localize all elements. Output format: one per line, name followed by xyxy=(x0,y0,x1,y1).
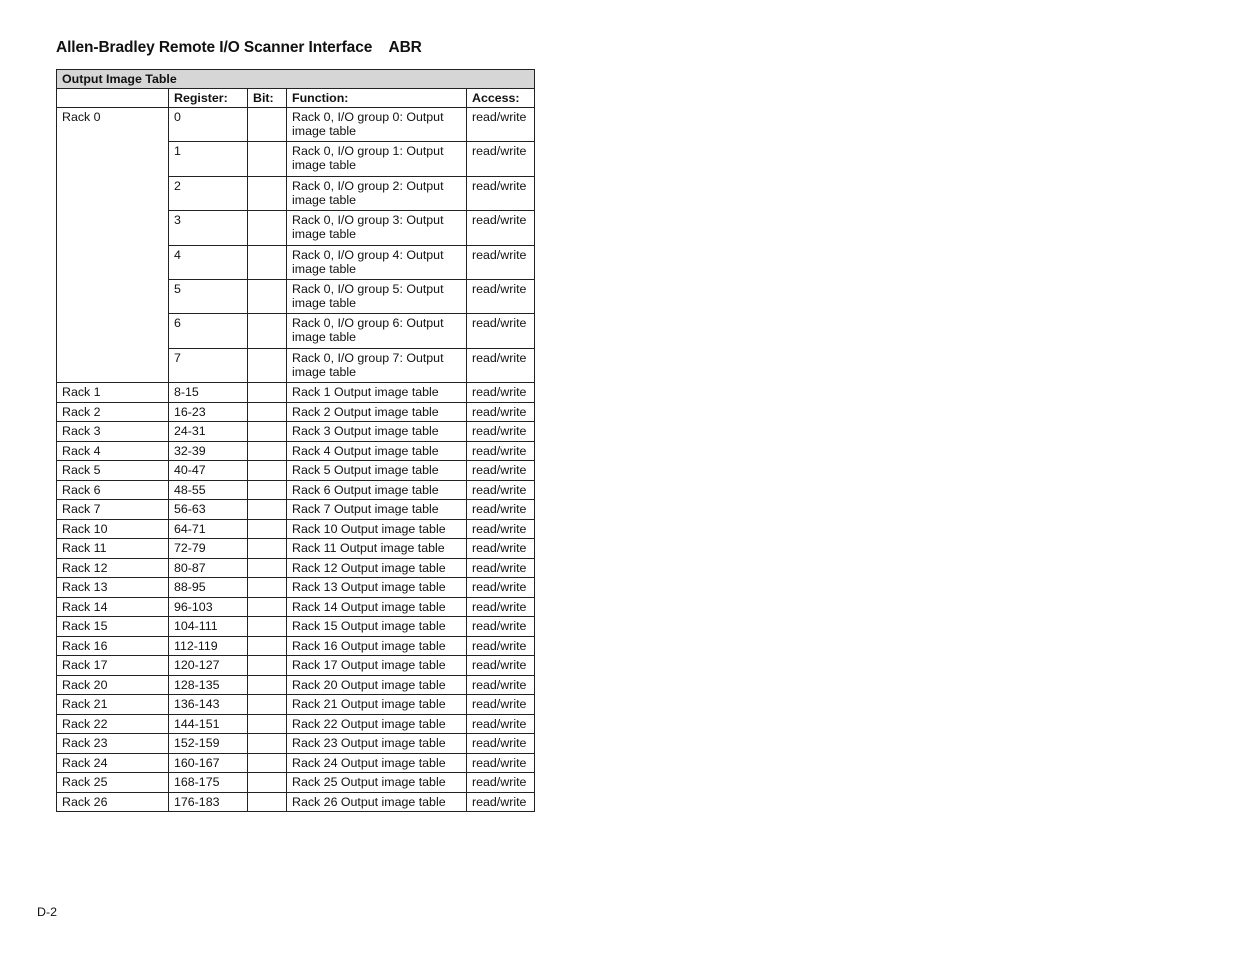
access-cell: read/write xyxy=(467,500,535,520)
register-cell: 32-39 xyxy=(169,441,248,461)
rack-cell: Rack 23 xyxy=(57,734,169,754)
rack-cell: Rack 7 xyxy=(57,500,169,520)
bit-cell xyxy=(248,402,287,422)
access-cell: read/write xyxy=(467,402,535,422)
bit-cell xyxy=(248,500,287,520)
table-row xyxy=(57,792,535,812)
function-cell: Rack 0, I/O group 3: Output image table xyxy=(287,211,467,245)
rack-cell: Rack 21 xyxy=(57,695,169,715)
column-header-rack xyxy=(57,89,169,108)
table-row xyxy=(57,558,535,578)
column-header-bit: Bit: xyxy=(248,89,287,108)
function-cell: Rack 21 Output image table xyxy=(287,695,467,715)
register-cell: 1 xyxy=(169,142,248,176)
function-cell: Rack 22 Output image table xyxy=(287,714,467,734)
access-cell: read/write xyxy=(467,279,535,313)
bit-cell xyxy=(248,108,287,142)
rack-cell: Rack 25 xyxy=(57,773,169,793)
bit-cell xyxy=(248,714,287,734)
function-cell: Rack 7 Output image table xyxy=(287,500,467,520)
register-cell: 152-159 xyxy=(169,734,248,754)
table-row xyxy=(57,734,535,754)
rack-cell: Rack 4 xyxy=(57,441,169,461)
table-row xyxy=(57,753,535,773)
bit-cell xyxy=(248,578,287,598)
register-cell: 4 xyxy=(169,245,248,279)
function-cell: Rack 10 Output image table xyxy=(287,519,467,539)
access-cell: read/write xyxy=(467,461,535,481)
function-cell: Rack 17 Output image table xyxy=(287,656,467,676)
register-cell: 5 xyxy=(169,279,248,313)
rack-cell: Rack 24 xyxy=(57,753,169,773)
rack-cell: Rack 2 xyxy=(57,402,169,422)
rack-cell: Rack 13 xyxy=(57,578,169,598)
access-cell: read/write xyxy=(467,211,535,245)
bit-cell xyxy=(248,461,287,481)
table-row xyxy=(57,279,535,313)
access-cell: read/write xyxy=(467,480,535,500)
access-cell: read/write xyxy=(467,348,535,382)
function-cell: Rack 14 Output image table xyxy=(287,597,467,617)
access-cell: read/write xyxy=(467,441,535,461)
bit-cell xyxy=(248,539,287,559)
rack-cell: Rack 11 xyxy=(57,539,169,559)
function-cell: Rack 0, I/O group 1: Output image table xyxy=(287,142,467,176)
table-row xyxy=(57,695,535,715)
bit-cell xyxy=(248,519,287,539)
table-row xyxy=(57,383,535,403)
access-cell: read/write xyxy=(467,617,535,637)
bit-cell xyxy=(248,636,287,656)
register-cell: 160-167 xyxy=(169,753,248,773)
function-cell: Rack 0, I/O group 5: Output image table xyxy=(287,279,467,313)
function-cell: Rack 11 Output image table xyxy=(287,539,467,559)
function-cell: Rack 0, I/O group 2: Output image table xyxy=(287,176,467,210)
column-header-access: Access: xyxy=(467,89,535,108)
register-cell: 96-103 xyxy=(169,597,248,617)
bit-cell xyxy=(248,314,287,348)
function-cell: Rack 12 Output image table xyxy=(287,558,467,578)
function-cell: Rack 23 Output image table xyxy=(287,734,467,754)
register-cell: 0 xyxy=(169,108,248,142)
function-cell: Rack 1 Output image table xyxy=(287,383,467,403)
rack0-group xyxy=(57,108,535,383)
table-row xyxy=(57,500,535,520)
register-cell: 2 xyxy=(169,176,248,210)
access-cell: read/write xyxy=(467,773,535,793)
table-row xyxy=(57,617,535,637)
bit-cell xyxy=(248,176,287,210)
function-cell: Rack 20 Output image table xyxy=(287,675,467,695)
bit-cell xyxy=(248,695,287,715)
register-cell: 8-15 xyxy=(169,383,248,403)
table-row xyxy=(57,714,535,734)
register-cell: 144-151 xyxy=(169,714,248,734)
rack-cell: Rack 3 xyxy=(57,422,169,442)
register-cell: 168-175 xyxy=(169,773,248,793)
access-cell: read/write xyxy=(467,245,535,279)
function-cell: Rack 13 Output image table xyxy=(287,578,467,598)
function-cell: Rack 0, I/O group 0: Output image table xyxy=(287,108,467,142)
rack-cell: Rack 20 xyxy=(57,675,169,695)
register-cell: 104-111 xyxy=(169,617,248,637)
table-row xyxy=(57,422,535,442)
access-cell: read/write xyxy=(467,422,535,442)
register-cell: 56-63 xyxy=(169,500,248,520)
register-cell: 80-87 xyxy=(169,558,248,578)
table-row xyxy=(57,519,535,539)
function-cell: Rack 25 Output image table xyxy=(287,773,467,793)
table-row xyxy=(57,441,535,461)
rack-cell: Rack 14 xyxy=(57,597,169,617)
access-cell: read/write xyxy=(467,695,535,715)
access-cell: read/write xyxy=(467,176,535,210)
function-cell: Rack 0, I/O group 6: Output image table xyxy=(287,314,467,348)
bit-cell xyxy=(248,142,287,176)
function-cell: Rack 24 Output image table xyxy=(287,753,467,773)
rack-cell: Rack 0 xyxy=(57,108,169,280)
table-row xyxy=(57,461,535,481)
rack-cell: Rack 17 xyxy=(57,656,169,676)
bit-cell xyxy=(248,753,287,773)
access-cell: read/write xyxy=(467,578,535,598)
table-row xyxy=(57,578,535,598)
table-title: Output Image Table xyxy=(57,70,535,89)
register-cell: 88-95 xyxy=(169,578,248,598)
rack-cell xyxy=(57,279,169,382)
bit-cell xyxy=(248,441,287,461)
function-cell: Rack 16 Output image table xyxy=(287,636,467,656)
function-cell: Rack 26 Output image table xyxy=(287,792,467,812)
rack-cell: Rack 10 xyxy=(57,519,169,539)
table-row xyxy=(57,636,535,656)
function-cell: Rack 2 Output image table xyxy=(287,402,467,422)
table-row xyxy=(57,773,535,793)
bit-cell xyxy=(248,792,287,812)
function-cell: Rack 6 Output image table xyxy=(287,480,467,500)
access-cell: read/write xyxy=(467,636,535,656)
access-cell: read/write xyxy=(467,753,535,773)
bit-cell xyxy=(248,773,287,793)
function-cell: Rack 3 Output image table xyxy=(287,422,467,442)
access-cell: read/write xyxy=(467,714,535,734)
bit-cell xyxy=(248,245,287,279)
access-cell: read/write xyxy=(467,383,535,403)
register-cell: 136-143 xyxy=(169,695,248,715)
access-cell: read/write xyxy=(467,539,535,559)
register-cell: 6 xyxy=(169,314,248,348)
bit-cell xyxy=(248,617,287,637)
access-cell: read/write xyxy=(467,558,535,578)
register-cell: 120-127 xyxy=(169,656,248,676)
register-cell: 24-31 xyxy=(169,422,248,442)
column-header-row xyxy=(57,89,535,108)
register-cell: 3 xyxy=(169,211,248,245)
register-cell: 128-135 xyxy=(169,675,248,695)
function-cell: Rack 15 Output image table xyxy=(287,617,467,637)
bit-cell xyxy=(248,480,287,500)
rack-cell: Rack 5 xyxy=(57,461,169,481)
register-cell: 176-183 xyxy=(169,792,248,812)
page-number: D-2 xyxy=(37,905,57,919)
access-cell: read/write xyxy=(467,519,535,539)
bit-cell xyxy=(248,734,287,754)
function-cell: Rack 5 Output image table xyxy=(287,461,467,481)
register-cell: 112-119 xyxy=(169,636,248,656)
bit-cell xyxy=(248,348,287,382)
register-cell: 16-23 xyxy=(169,402,248,422)
access-cell: read/write xyxy=(467,734,535,754)
bit-cell xyxy=(248,656,287,676)
column-header-function: Function: xyxy=(287,89,467,108)
register-cell: 64-71 xyxy=(169,519,248,539)
function-cell: Rack 4 Output image table xyxy=(287,441,467,461)
access-cell: read/write xyxy=(467,108,535,142)
bit-cell xyxy=(248,422,287,442)
register-cell: 7 xyxy=(169,348,248,382)
register-cell: 48-55 xyxy=(169,480,248,500)
bit-cell xyxy=(248,558,287,578)
access-cell: read/write xyxy=(467,314,535,348)
table-row xyxy=(57,675,535,695)
rack-cell: Rack 16 xyxy=(57,636,169,656)
bit-cell xyxy=(248,211,287,245)
table-row xyxy=(57,108,535,142)
access-cell: read/write xyxy=(467,656,535,676)
rack-cell: Rack 26 xyxy=(57,792,169,812)
rack-cell: Rack 1 xyxy=(57,383,169,403)
rack-cell: Rack 22 xyxy=(57,714,169,734)
register-cell: 40-47 xyxy=(169,461,248,481)
rack-cell: Rack 6 xyxy=(57,480,169,500)
output-image-table xyxy=(56,69,535,812)
access-cell: read/write xyxy=(467,792,535,812)
table-row xyxy=(57,539,535,559)
register-cell: 72-79 xyxy=(169,539,248,559)
table-row xyxy=(57,402,535,422)
access-cell: read/write xyxy=(467,597,535,617)
function-cell: Rack 0, I/O group 4: Output image table xyxy=(287,245,467,279)
column-header-register: Register: xyxy=(169,89,248,108)
page-title: Allen-Bradley Remote I/O Scanner Interface ABR xyxy=(56,39,422,56)
bit-cell xyxy=(248,279,287,313)
access-cell: read/write xyxy=(467,675,535,695)
bit-cell xyxy=(248,675,287,695)
rack-cell: Rack 12 xyxy=(57,558,169,578)
rack-rows xyxy=(57,383,535,812)
bit-cell xyxy=(248,597,287,617)
rack-cell: Rack 15 xyxy=(57,617,169,637)
access-cell: read/write xyxy=(467,142,535,176)
table-row xyxy=(57,480,535,500)
function-cell: Rack 0, I/O group 7: Output image table xyxy=(287,348,467,382)
table-row xyxy=(57,597,535,617)
table-row xyxy=(57,656,535,676)
bit-cell xyxy=(248,383,287,403)
